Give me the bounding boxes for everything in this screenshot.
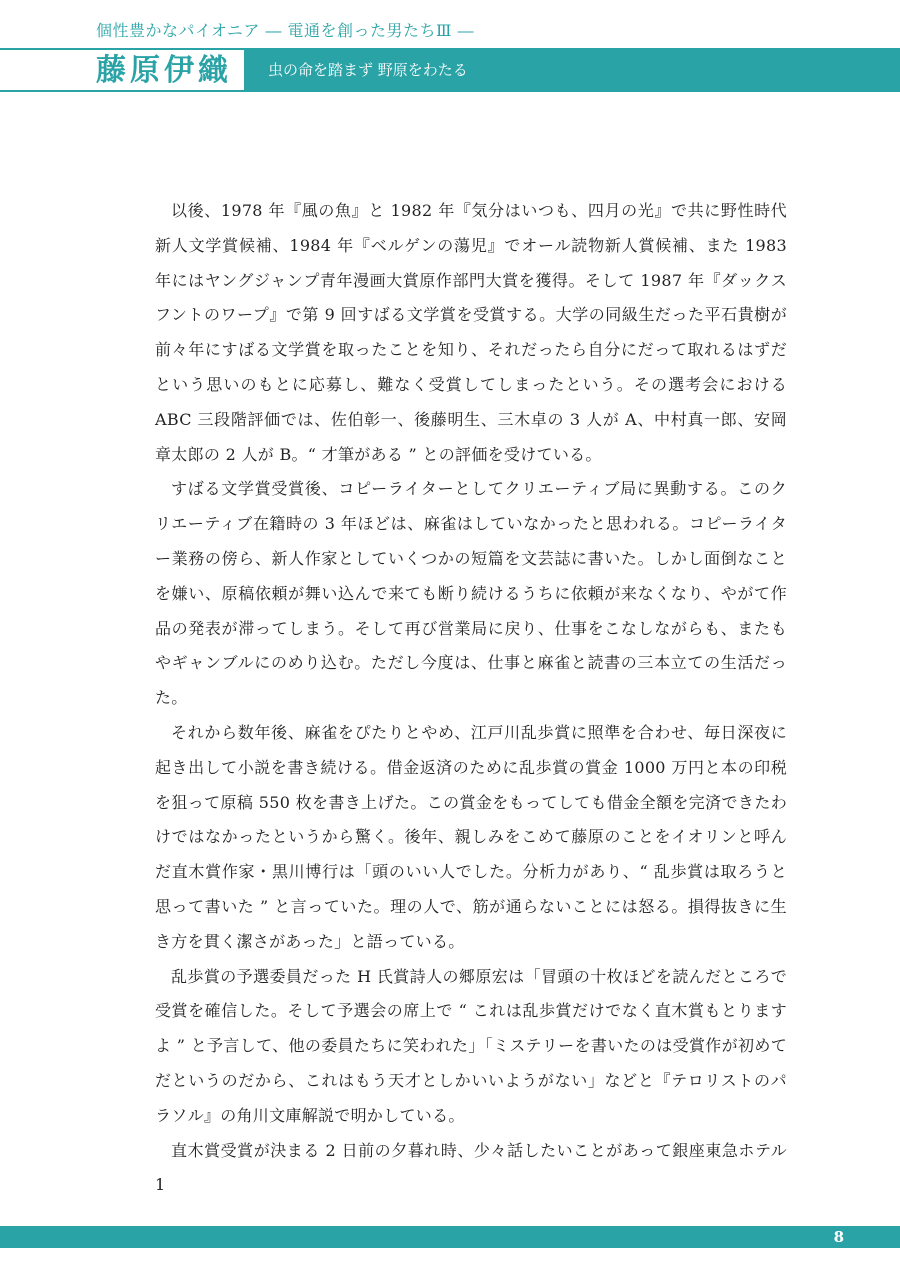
series-title: 個性豊かなパイオニア ― 電通を創った男たちⅢ ― — [96, 21, 475, 40]
chapter-subtitle: 虫の命を踏まず 野原をわたる — [268, 61, 468, 79]
paragraph: 直木賞受賞が決まる 2 日前の夕暮れ時、少々話したいことがあって銀座東急ホテル 1 — [155, 1140, 787, 1195]
paragraph: すばる文学賞受賞後、コピーライターとしてクリエーティブ局に異動する。このクリエーティブ在籍時の 3 年ほどは、麻雀はしていなかったと思われる。コピーライター業務の傍ら、新人作家としていくつかの短篇を文芸誌に書いた。しかし面倒なことを嫌い、原稿依頼が舞い込んで来ても断り続けるうちに依頼が来なくなり、やがて作品の発表が滞ってしまう。そして再び営業局に戻り、仕事をこなしながらも、またもやギャンブルにのめり込む。ただし今度は、仕事と麻雀と読書の三本立ての生活だった。 — [155, 479, 787, 708]
person-name: 藤原伊織 — [96, 53, 232, 88]
paragraph: それから数年後、麻雀をぴたりとやめ、江戸川乱歩賞に照準を合わせ、毎日深夜に起き出して小説を書き続ける。借金返済のために乱歩賞の賞金 1000 万円と本の印税を狙って原稿 550 枚を書き上げた。この賞金をもってしても借金全額を完済できたわけではなかったというから驚く。後年、親しみをこめて藤原のことをイオリンと呼んだ直木賞作家・黒川博行は「頭のいい人でした。分析力があり、“ 乱歩賞は取ろうと思って書いた ” と言っていた。理の人で、筋が通らないことには怒る。損得抜きに生き方を貫く潔さがあった」と語っている。 — [155, 722, 787, 951]
page-number: 8 — [833, 1228, 844, 1246]
paragraph: 以後、1978 年『風の魚』と 1982 年『気分はいつも、四月の光』で共に野性時代新人文学賞候補、1984 年『ベルゲンの蕩児』でオール読物新人賞候補、また 1983 年にはヤングジャンプ青年漫画大賞原作部門大賞を獲得。そして 1987 年『ダックスフントのワープ』で第 9 回すばる文学賞を受賞する。大学の同級生だった平石貴樹が前々年にすばる文学賞を取ったことを知り、それだったら自分にだって取れるはずだという思いのもとに応募し、難なく受賞してしまったという。その選考会における ABC 三段階評価では、佐伯彰一、後藤明生、三木卓の 3 人が A、中村真一郎、安岡章太郎の 2 人が B。“ 才筆がある ” との評価を受けている。 — [155, 201, 787, 464]
paragraph: 乱歩賞の予選委員だった H 氏賞詩人の郷原宏は「冒頭の十枚ほどを読んだところで受賞を確信した。そして予選会の席上で “ これは乱歩賞だけでなく直木賞もとりますよ ” と予言して、他の委員たちに笑われた」「ミステリーを書いたのは受賞作が初めてだというのだから、これはもう天才としかいいようがない」などと『テロリストのパラソル』の角川文庫解説で明かしている。 — [155, 966, 787, 1125]
footer-band — [0, 1226, 900, 1248]
article-body — [155, 194, 787, 1203]
